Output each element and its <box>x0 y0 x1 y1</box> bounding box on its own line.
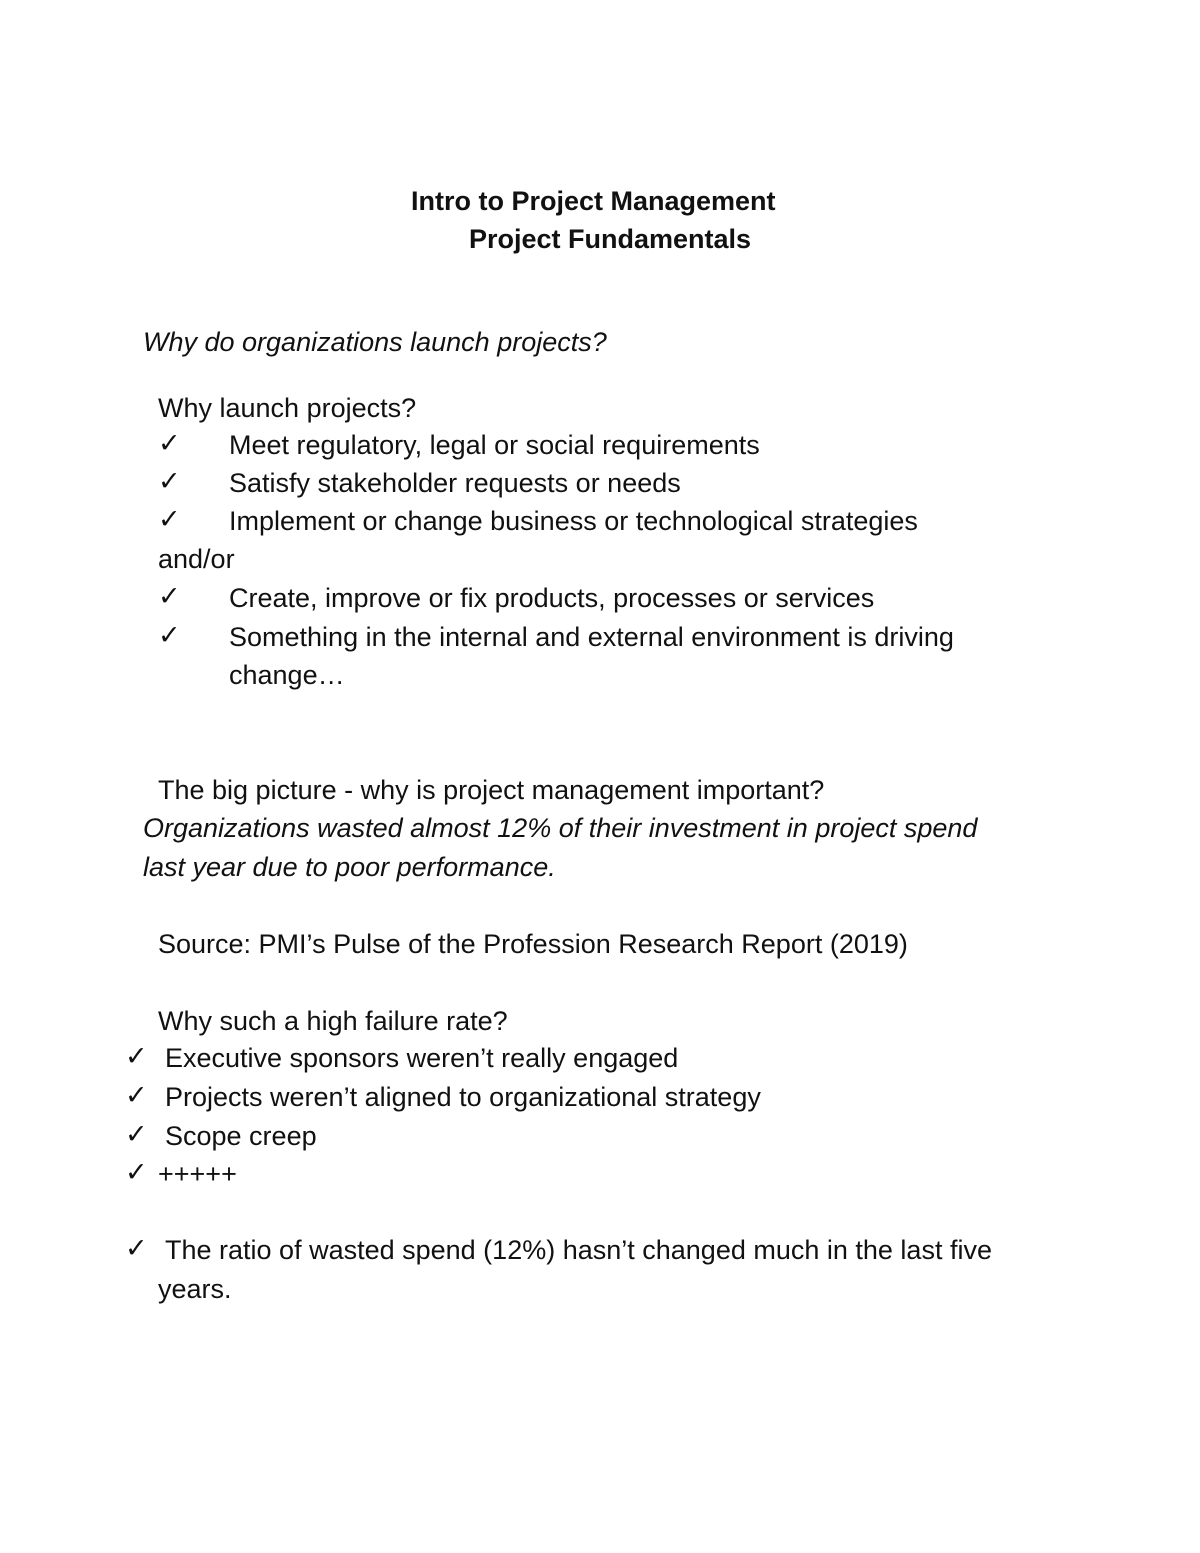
list-item: Scope creep <box>165 1121 317 1151</box>
check-icon: ✓ <box>125 1041 148 1072</box>
final-note-continuation: years. <box>158 1274 232 1304</box>
section-lead: Why such a high failure rate? <box>158 1006 508 1036</box>
section-question: Why do organizations launch projects? <box>143 327 607 357</box>
check-icon: ✓ <box>158 428 181 459</box>
page-subtitle: Project Fundamentals <box>469 224 752 254</box>
list-item-continuation: change… <box>229 660 345 690</box>
list-item: +++++ <box>158 1159 237 1189</box>
section-lead: Why launch projects? <box>158 393 417 423</box>
stat-line: Organizations wasted almost 12% of their investment in project spend <box>143 813 978 843</box>
check-icon: ✓ <box>158 504 181 535</box>
stat-line: last year due to poor performance. <box>143 852 556 882</box>
check-icon: ✓ <box>158 581 181 612</box>
source-citation: Source: PMI’s Pulse of the Profession Research Report (2019) <box>158 929 908 959</box>
check-icon: ✓ <box>125 1119 148 1150</box>
check-icon: ✓ <box>158 620 181 651</box>
final-note: The ratio of wasted spend (12%) hasn’t changed much in the last five <box>165 1235 992 1265</box>
list-item: Projects weren’t aligned to organizational strategy <box>165 1082 761 1112</box>
check-icon: ✓ <box>125 1157 148 1188</box>
list-item: Meet regulatory, legal or social requirements <box>229 430 760 460</box>
list-connector: and/or <box>158 544 235 574</box>
page-title: Intro to Project Management <box>411 186 776 216</box>
section-lead: The big picture - why is project management important? <box>158 775 825 805</box>
list-item: Something in the internal and external environment is driving <box>229 622 954 652</box>
check-icon: ✓ <box>125 1233 148 1264</box>
list-item: Implement or change business or technological strategies <box>229 506 918 536</box>
list-item: Create, improve or fix products, processes or services <box>229 583 875 613</box>
check-icon: ✓ <box>125 1080 148 1111</box>
check-icon: ✓ <box>158 466 181 497</box>
list-item: Executive sponsors weren’t really engaged <box>165 1043 679 1073</box>
list-item: Satisfy stakeholder requests or needs <box>229 468 681 498</box>
